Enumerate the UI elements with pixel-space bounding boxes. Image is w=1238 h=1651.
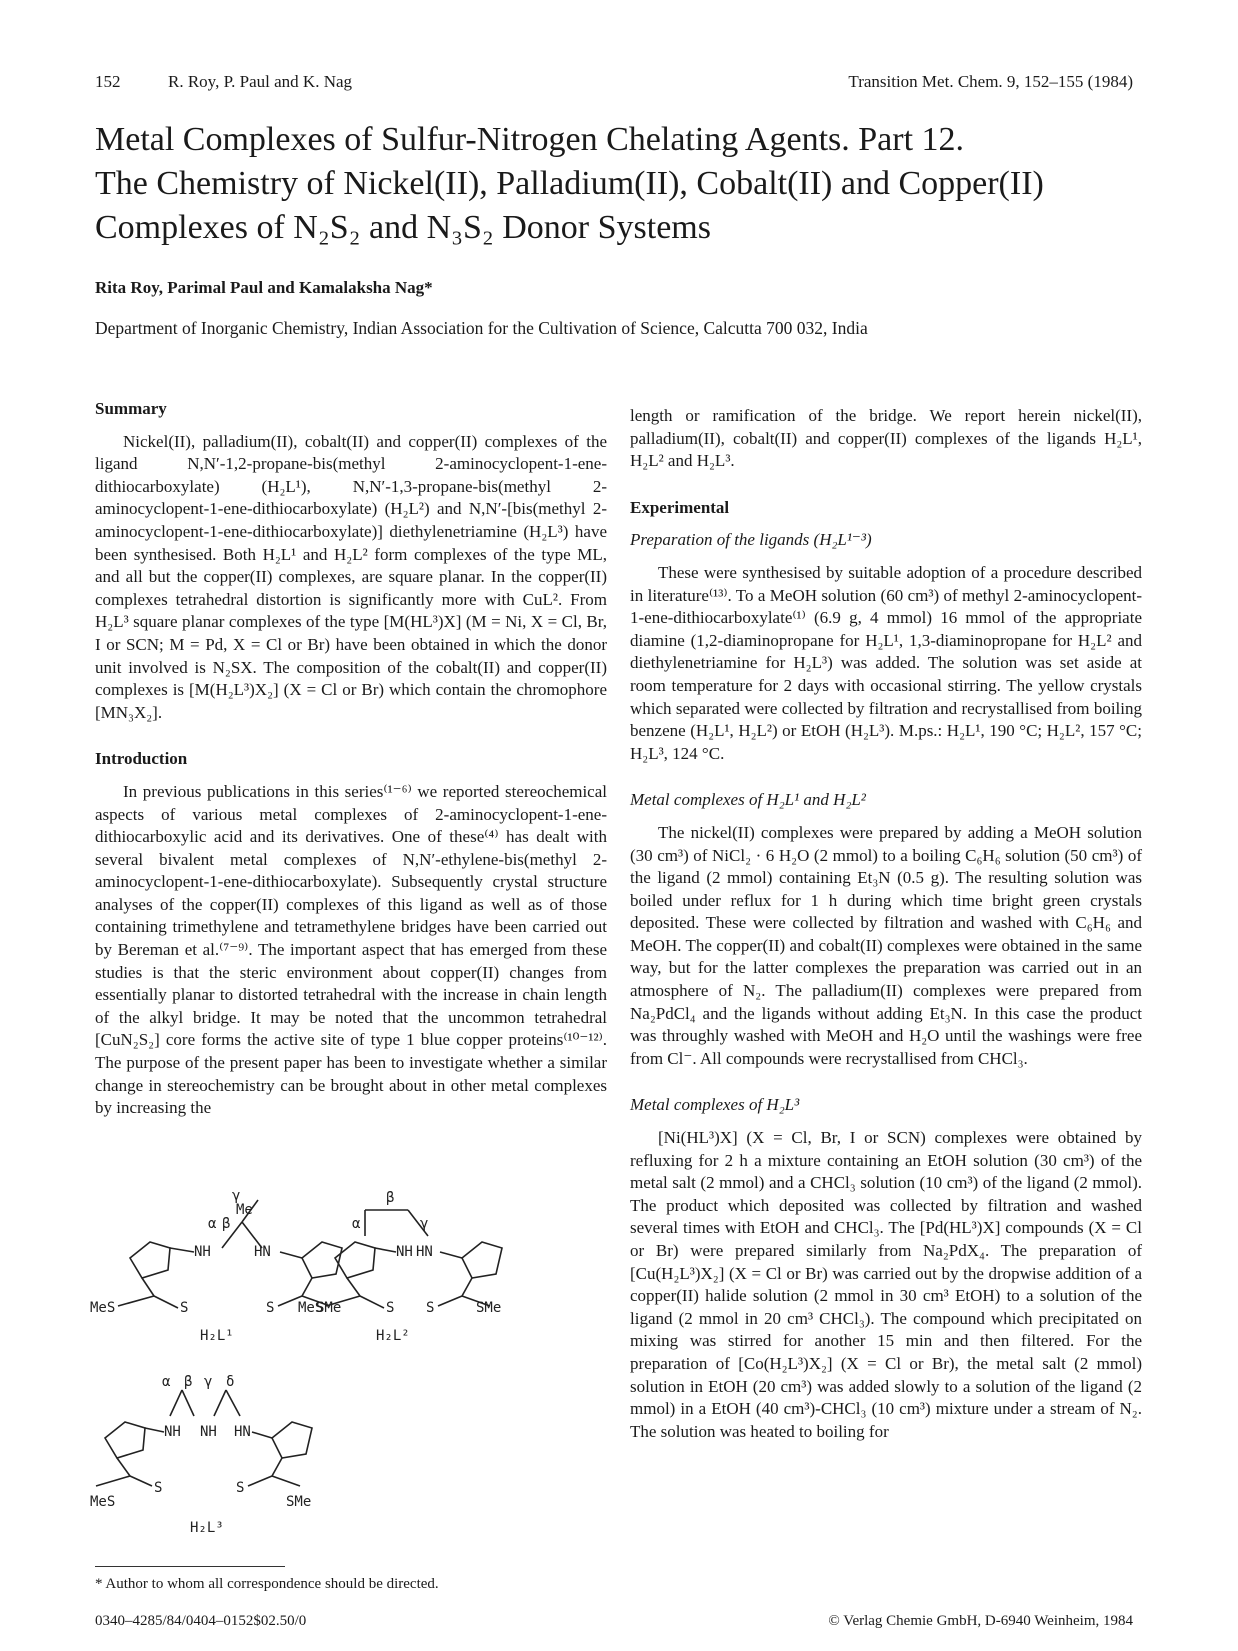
s3-s-left: S: [154, 1480, 163, 1496]
s1-s-left: S: [180, 1300, 189, 1316]
s2-beta: β: [386, 1190, 395, 1206]
s2-mes: MeS: [298, 1300, 324, 1316]
s3-label: H₂L³: [190, 1520, 224, 1536]
issn-code: 0340–4285/84/0404–0152$02.50/0: [95, 1613, 307, 1629]
complexes-3-heading: Metal complexes of H₂L³: [630, 1095, 800, 1115]
right-column: [630, 405, 1142, 1443]
complexes-12-heading: Metal complexes of H₂L¹ and H₂L²: [630, 790, 866, 810]
s2-sme: SMe: [476, 1300, 502, 1316]
structure-diagrams: [90, 1180, 610, 1555]
page-number: 152: [95, 72, 121, 91]
s1-s-right: S: [266, 1300, 275, 1316]
s1-beta: β: [222, 1216, 231, 1232]
s2-s-left: S: [386, 1300, 395, 1316]
summary-text: Nickel(II), palladium(II), cobalt(II) and copper(II) complexes of the ligand N,N′-1,2-propane-bis(methyl 2-aminocyclopent-1-ene-dithiocarboxylate) (H₂L¹), N,N′-1,3-propane-bis(methyl 2-aminocyclopent-1-ene-dithiocarboxylate) (H₂L²) and N,N′-[bis(methyl 2-aminocyclopent-1-ene-dithiocarboxylate)] diethylenetriamine (H₂L³) have been synthesised. Both H₂L¹ and H₂L² form complexes of the type ML, and all but the copper(II) complexes, are square planar. In the copper(II) complexes tetrahedral distortion is significantly more with CuL². From H₂L³ square planar complexes of the type [M(HL³)X] (M = Ni, X = Cl, Br, I or SCN; M = Pd, X = Cl or Br) have been obtained in which the donor unit involved is N₂SX. The composition of the cobalt(II) and copper(II) complexes is [M(H₂L³)X₂] (X = Cl or Br) which contain the chromophore [MN₃X₂].: [95, 431, 607, 722]
s3-delta: δ: [226, 1374, 235, 1390]
affiliation: Department of Inorganic Chemistry, Indian Association for the Cultivation of Science, Calcutta 700 032, India: [95, 318, 868, 338]
copyright: © Verlag Chemie GmbH, D-6940 Weinheim, 1984: [828, 1613, 1133, 1629]
title-line-1: Metal Complexes of Sulfur-Nitrogen Chelating Agents. Part 12.: [95, 121, 965, 158]
s3-beta: β: [184, 1374, 193, 1390]
ligand-prep-text: These were synthesised by suitable adoption of a procedure described in literature⁽¹³⁾. To a MeOH solution (60 cm³) of methyl 2-aminocyclopent-1-ene-dithiocarboxylate⁽¹⁾ (6.9 g, 4 mmol) 16 mmol of the appropriate diamine (1,2-diaminopropane for H₂L¹, 1,3-diaminopropane for H₂L² and diethylenetriamine for H₂L³) was added. The solution was set aside at room temperature for 2 days with occasional stirring. The yellow crystals which separated were collected by filtration and recrystallised from boiling benzene (H₂L¹, H₂L²) or EtOH (H₂L³). M.ps.: H₂L¹, 190 °C; H₂L², 157 °C; H₂L³, 124 °C.: [630, 562, 1142, 763]
summary-heading: Summary: [95, 399, 167, 418]
left-column: [95, 398, 607, 1120]
paper-title: [95, 118, 1175, 250]
s3-mes: MeS: [90, 1494, 116, 1510]
s1-methyl: Me: [236, 1202, 253, 1218]
s1-label: H₂L¹: [200, 1328, 234, 1344]
s3-s-right: S: [236, 1480, 245, 1496]
s2-nh-left: NH: [396, 1244, 413, 1260]
s2-label: H₂L²: [376, 1328, 410, 1344]
s1-nh-left: NH: [194, 1244, 211, 1260]
s1-gamma: γ: [232, 1188, 241, 1204]
s3-alpha: α: [162, 1374, 171, 1390]
s3-nh-mid: NH: [200, 1424, 217, 1440]
s3-nh-left: NH: [164, 1424, 181, 1440]
introduction-text: In previous publications in this series⁽¹⁻⁶⁾ we reported stereochemical aspects of various metal complexes of 2-aminocyclopent-1-ene-dithiocarboxylic acid and its derivatives. One of these⁽⁴⁾ has dealt with several bivalent metal complexes of N,N′-ethylene-bis(methyl 2-aminocyclopent-1-ene-dithiocarboxylate). Subsequently crystal structure analyses of the copper(II) complexes of this ligand as well as of those containing trimethylene and tetramethylene bridges have been carried out by Bereman et al.⁽⁷⁻⁹⁾. The important aspect that has emerged from these studies is that the steric environment about copper(II) changes from essentially planar to distorted tetrahedral with the increase in chain length of the alkyl bridge. It may be noted that the uncommon tetrahedral [CuN₂S₂] core forms the active site of type 1 blue copper proteins⁽¹⁰⁻¹²⁾. The purpose of the present paper has been to investigate whether a similar change in stereochemistry can be brought about in other metal complexes by increasing the: [95, 781, 607, 1118]
complexes-12-text: The nickel(II) complexes were prepared by adding a MeOH solution (30 cm³) of NiCl₂ · 6 H₂O (2 mmol) to a boiling C₆H₆ solution (50 cm³) of the ligand (2 mmol) containing Et₃N (0.5 g). The resulting solution was boiled under reflux for 1 h during which time bright green crystals deposited. These were collected by filtration and washed with C₆H₆ and MeOH. The copper(II) and cobalt(II) complexes were obtained in the same way, but for the latter complexes the preparation was carried out in an atmosphere of N₂. The palladium(II) complexes were prepared from Na₂PdCl₄ and the ligands without adding Et₃N. In this case the product was throughly washed with MeOH and H₂O until the washings were free from Cl⁻. All compounds were recrystallised from CHCl₃.: [630, 822, 1142, 1068]
footnote-rule: [95, 1566, 285, 1567]
s3-gamma: γ: [204, 1374, 213, 1390]
ligand-prep-heading: Preparation of the ligands (H₂L¹⁻³): [630, 530, 872, 550]
title-line-3: Complexes of N₂S₂ and N₃S₂ Donor Systems: [95, 209, 711, 246]
s1-nh-right: HN: [254, 1244, 271, 1260]
introduction-heading: Introduction: [95, 749, 188, 769]
title-line-2: The Chemistry of Nickel(II), Palladium(II), Cobalt(II) and Copper(II): [95, 165, 1044, 202]
introduction-continuation: length or ramification of the bridge. We report herein nickel(II), palladium(II), cobalt(II) and copper(II) complexes of the ligands H₂L¹, H₂L² and H₂L³.: [630, 406, 1142, 471]
journal-citation: Transition Met. Chem. 9, 152–155 (1984): [848, 72, 1133, 91]
experimental-heading: Experimental: [630, 497, 730, 517]
s3-nh-right: HN: [234, 1424, 251, 1440]
s2-gamma: γ: [420, 1216, 429, 1232]
s2-s-right: S: [426, 1300, 435, 1316]
author-list: Rita Roy, Parimal Paul and Kamalaksha Nag*: [95, 278, 433, 297]
s2-nh-right: HN: [416, 1244, 433, 1260]
s3-sme: SMe: [286, 1494, 312, 1510]
footnote: * Author to whom all correspondence should be directed.: [95, 1576, 439, 1592]
s2-alpha: α: [352, 1216, 361, 1232]
complexes-3-text: [Ni(HL³)X] (X = Cl, Br, I or SCN) complexes were obtained by refluxing for 2 h a mixture containing an EtOH solution (30 cm³) of the metal salt (2 mmol) and a CHCl₃ solution (10 cm³) of the ligand (2 mmol). The product which deposited was collected by filtration and washed several times with EtOH and CHCl₃. The [Pd(HL³)X] compounds (X = Cl or Br) were prepared similarly from Na₂PdX₄. The preparation of [Cu(H₂L³)X₂] (X = Cl or Br) was carried out by the dropwise addition of a copper(II) halide solution (2 mmol in 30 cm³ EtOH) to a solution of the ligand (2 mmol in 20 cm³ CHCl₃). The compound which precipitated on mixing was stirred for another 15 min and then filtered. For the preparation of [Co(H₂L³)X₂] (X = Cl or Br), the metal salt (2 mmol) solution in EtOH (20 cm³) was added slowly to a solution of the ligand (2 mmol) in a EtOH (40 cm³)-CHCl₃ (10 cm³) mixture under a stream of N₂. The solution was heated to boiling for: [630, 1128, 1142, 1441]
s1-sme: SMe: [316, 1300, 342, 1316]
s1-alpha: α: [208, 1216, 217, 1232]
running-authors: R. Roy, P. Paul and K. Nag: [168, 72, 353, 91]
s1-mes: MeS: [90, 1300, 116, 1316]
